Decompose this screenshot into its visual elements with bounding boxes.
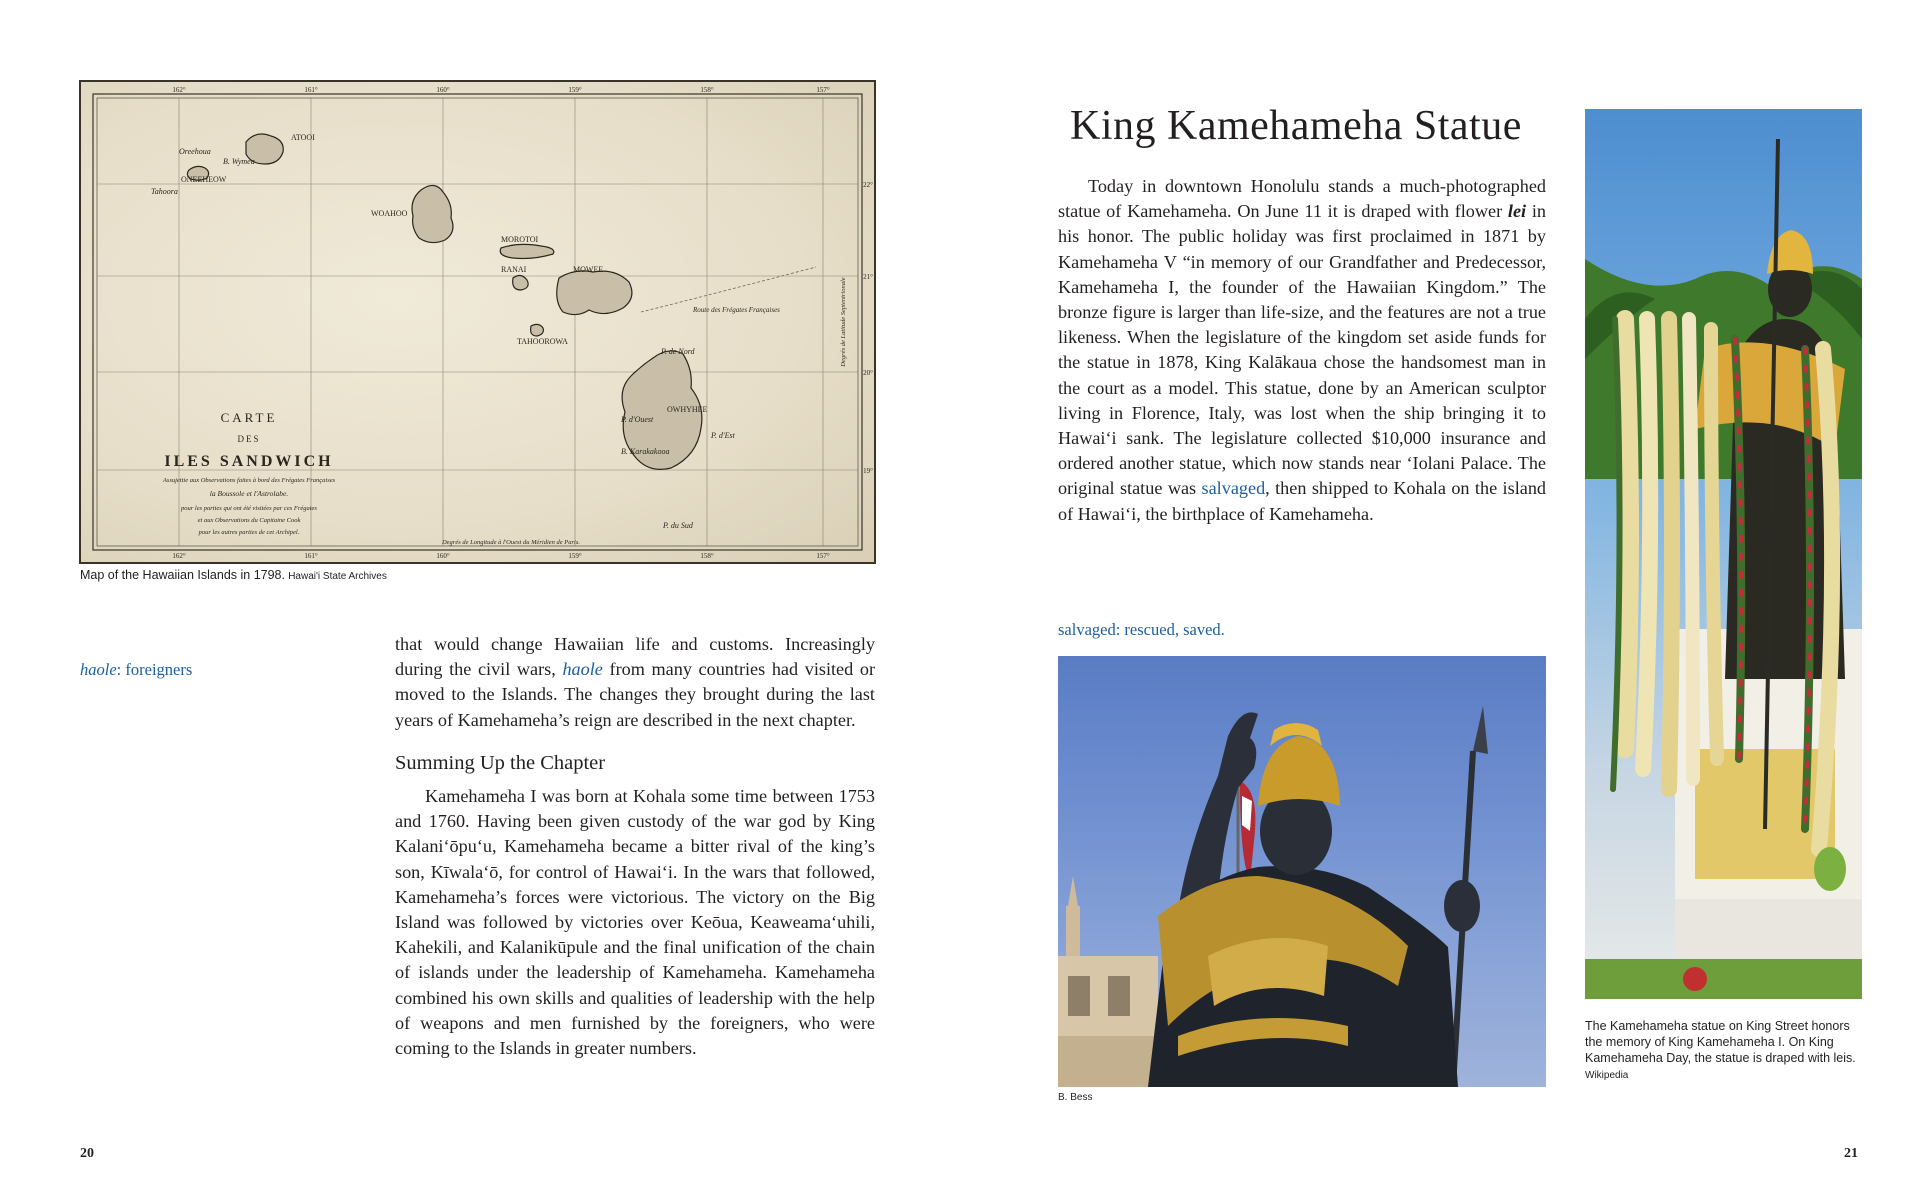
map-label-tahoora: Tahoora <box>151 187 178 196</box>
map-sub-line4: et aux Observations du Capitaine Cook <box>197 517 301 524</box>
summary-paragraph: Kamehameha I was born at Kohala some time between 1753 and 1760. Having been given custody of the war god by King Kalaniʻōpuʻu, Kamehameha became a bitter rival of the king’s son, Kīwalaʻō, for control of Hawaiʻi. In the wars that followed, Kamehameha’s forces were victorious. The victory on the Big Island was followed by victories over Keōua, Keaweamaʻuhili, Kahekili, and Kalanikūpule and the final unification of the chain of islands under the leadership of Kamehameha. Kamehameha combined his own skills and qualities of leadership with the help of weapons and men furnished by the foreigners, who were coming to the Islands in greater numbers. <box>395 786 875 1059</box>
page-title: King Kamehameha Statue <box>1070 103 1522 149</box>
map-bottom-tick: 158° <box>700 552 714 560</box>
map-label-b-karakakooa: B. Karakakooa <box>621 447 670 456</box>
map-label-oneeheow: ONEEHEOW <box>181 175 227 184</box>
statue-closeup-photo <box>1058 656 1546 1087</box>
map-title-line2: DES <box>237 434 261 444</box>
paragraph-text: from many countries had visited or moved to the Islands. The changes they brought during the last years of Kamehameha’s reign are described in the next chapter. <box>395 659 876 730</box>
map-label-mowee: MOWEE <box>573 265 604 274</box>
map-side-tick: 22° <box>863 181 873 189</box>
map-title-line1: CARTE <box>220 410 278 425</box>
statue-article <box>1058 174 1546 527</box>
term-lei: lei <box>1507 201 1527 222</box>
left-column <box>395 632 875 1061</box>
map-bottom-tick: 162° <box>172 552 186 560</box>
map-label-p-sud: P. du Sud <box>663 521 693 530</box>
section-heading: Summing Up the Chapter <box>395 751 606 774</box>
article-text: Today in downtown Honolulu stands a much-photographed statue of Kamehameha. On June 11 it is draped with flower <box>1058 176 1546 222</box>
photo2-caption <box>1585 1018 1865 1084</box>
map-drawing <box>81 82 874 562</box>
photo1-credit: B. Bess <box>1058 1092 1093 1103</box>
map-label-morotoi: MOROTOI <box>501 235 539 244</box>
map-bottom-tick: 159° <box>568 552 582 560</box>
map-label-ranai: RANAI <box>501 265 527 274</box>
map-top-tick: 161° <box>304 86 318 94</box>
map-label-atooi: ATOOI <box>291 133 315 142</box>
map-label-p-ouest: P. d'Ouest <box>621 415 654 424</box>
article-paragraph <box>1058 174 1546 527</box>
map-label-owhyhee: OWHYHEE <box>667 405 708 414</box>
map-bottom-tick: 157° <box>816 552 830 560</box>
map-sub-line1: Assujettie aux Observations faites à bord des Frégates Françaises <box>162 477 336 484</box>
gloss-term: haole <box>80 660 117 679</box>
map-sub-line5: pour les autres parties de cet Archipel. <box>198 529 300 536</box>
glossary-term-haole[interactable]: haole <box>562 659 603 680</box>
map-side-tick: 19° <box>863 467 873 475</box>
continued-paragraph <box>395 632 875 733</box>
map-top-tick: 159° <box>568 86 582 94</box>
map-longitude-note: Degrés de Longitude à l'Ouest du Méridien de Paris. <box>441 539 581 546</box>
photo2-credit: Wikipedia <box>1585 1070 1629 1081</box>
statue-leis-photo <box>1585 109 1862 999</box>
map-latitude-note: Degrés de Latitude Septentrionale <box>840 277 847 367</box>
map-bottom-tick: 160° <box>436 552 450 560</box>
map-title-line3: ILES SANDWICH <box>164 453 334 470</box>
map-top-tick: 157° <box>816 86 830 94</box>
map-caption-text: Map of the Hawaiian Islands in 1798. <box>80 568 285 582</box>
map-sub-line2: la Boussole et l'Astrolabe. <box>209 489 289 498</box>
sidebar-gloss <box>80 660 192 680</box>
map-side-tick: 21° <box>863 273 873 281</box>
salvaged-gloss: salvaged: rescued, saved. <box>1058 620 1225 639</box>
glossary-term-salvaged[interactable]: salvaged <box>1201 478 1266 499</box>
map-route-note: Route des Frégates Françaises <box>693 306 780 314</box>
article-text: in his honor. The public holiday was first proclaimed in 1871 by Kamehameha V “in memory of our Grandfather and Predecessor, Kamehameha I, the founder of the Hawaiian Kingdom.” The bronze figure is larger than life-size, and the features are not a true likeness. When the legislature of the kingdom set aside funds for the statue in 1878, King Kalākaua chose the handsomest man in the court as a model. This statue, done by an American sculptor living in Florence, Italy, was lost when the ship bringing it to Hawaiʻi sank. The legislature collected $10,000 insurance and ordered another statue, which now stands near ʻIolani Palace. The original statue was <box>1058 201 1547 499</box>
gloss-definition: : foreigners <box>116 660 193 679</box>
page-number-right: 21 <box>1844 1146 1858 1161</box>
map-label-p-est: P. d'Est <box>711 431 735 440</box>
map-label-oreehoua: Oreehoua <box>179 147 211 156</box>
map-caption <box>80 568 387 584</box>
map-label-b-wymea: B. Wymea <box>223 157 255 166</box>
map-top-tick: 160° <box>436 86 450 94</box>
map-caption-credit: Hawai'i State Archives <box>288 571 387 582</box>
map-top-tick: 162° <box>172 86 186 94</box>
map-label-p-nord: P. de Nord <box>661 347 695 356</box>
article-text: , then shipped to Kohala on the island of Hawaiʻi, the birthplace of Kamehameha. <box>1058 478 1547 524</box>
paragraph-text: that would change Hawaiian life and customs. Increasingly during the civil wars, <box>395 634 875 680</box>
map-label-woahoo: WOAHOO <box>371 209 408 218</box>
map-top-tick: 158° <box>700 86 714 94</box>
map-label-tahoorowa: TAHOOROWA <box>517 337 568 346</box>
map-side-tick: 20° <box>863 369 873 377</box>
hawaiian-islands-map <box>79 80 876 564</box>
page-number-left: 20 <box>80 1146 94 1161</box>
photo2-caption-text: The Kamehameha statue on King Street honors the memory of King Kamehameha I. On King Kamehameha Day, the statue is draped with leis. <box>1585 1019 1856 1065</box>
map-bottom-tick: 161° <box>304 552 318 560</box>
map-sub-line3: pour les parties qui ont été visitées par ces Frégates <box>181 505 317 512</box>
